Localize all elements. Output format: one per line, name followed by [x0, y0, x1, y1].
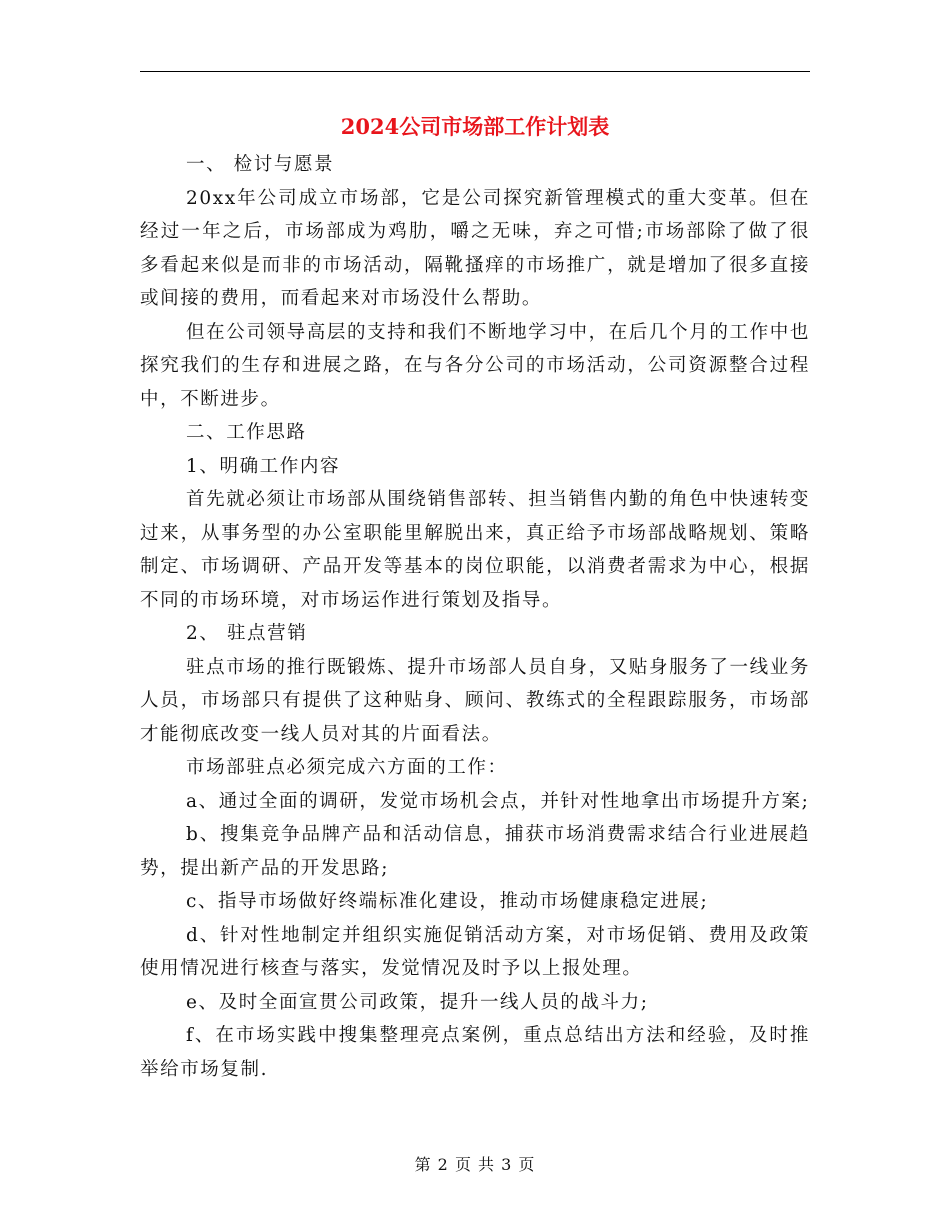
header-rule: [140, 71, 810, 72]
section-heading-1: 一、 检讨与愿景: [186, 154, 335, 175]
body-paragraph: 但在公司领导高层的支持和我们不断地学习中，在后几个月的工作中也探究我们的生存和进展之路，在与各分公司的市场活动，公司资源整合过程中，不断进步。: [140, 321, 810, 410]
list-item: e、及时全面宣贯公司政策，提升一线人员的战斗力;: [186, 991, 649, 1013]
document-title: 2024公司市场部工作计划表: [340, 114, 610, 139]
list-item: b、搜集竞争品牌产品和活动信息，捕获市场消费需求结合行业进展趋势，提出新产品的开发思路;: [140, 824, 810, 879]
page-number: 第 2 页 共 3 页: [414, 1155, 536, 1174]
list-item: a、通过全面的调研，发觉市场机会点，并针对性地拿出市场提升方案;: [186, 790, 810, 812]
list-item: d、针对性地制定并组织实施促销活动方案，对市场促销、费用及政策使用情况进行核查与落实，发觉情况及时予以上报处理。: [140, 924, 810, 979]
document-body: [140, 148, 810, 1086]
subsection-heading: 1、明确工作内容: [186, 455, 341, 477]
list-item: f、在市场实践中搜集整理亮点案例，重点总结出方法和经验，及时推举给市场复制.: [140, 1025, 810, 1080]
body-paragraph: 20xx年公司成立市场部，它是公司探究新管理模式的重大变革。但在经过一年之后，市场部成为鸡肋，嚼之无味，弃之可惜;市场部除了做了很多看起来似是而非的市场活动，隔靴搔痒的市场推广，就是增加了很多直接或间接的费用，而看起来对市场没什么帮助。: [140, 187, 810, 309]
body-paragraph: 驻点市场的推行既锻炼、提升市场部人员自身，又贴身服务了一线业务人员，市场部只有提供了这种贴身、顾问、教练式的全程跟踪服务，市场部才能彻底改变一线人员对其的片面看法。: [140, 656, 810, 745]
section-heading-2: 二、工作思路: [186, 422, 307, 443]
list-item: c、指导市场做好终端标准化建设，推动市场健康稳定进展;: [186, 891, 709, 912]
body-paragraph: 市场部驻点必须完成六方面的工作：: [186, 757, 508, 778]
body-paragraph: 首先就必须让市场部从围绕销售部转、担当销售内勤的角色中快速转变过来，从事务型的办公室职能里解脱出来，真正给予市场部战略规划、策略制定、市场调研、产品开发等基本的岗位职能，以消费者需求为中心，根据不同的市场环境，对市场运作进行策划及指导。: [140, 489, 810, 611]
subsection-heading: 2、 驻点营销: [186, 623, 308, 644]
